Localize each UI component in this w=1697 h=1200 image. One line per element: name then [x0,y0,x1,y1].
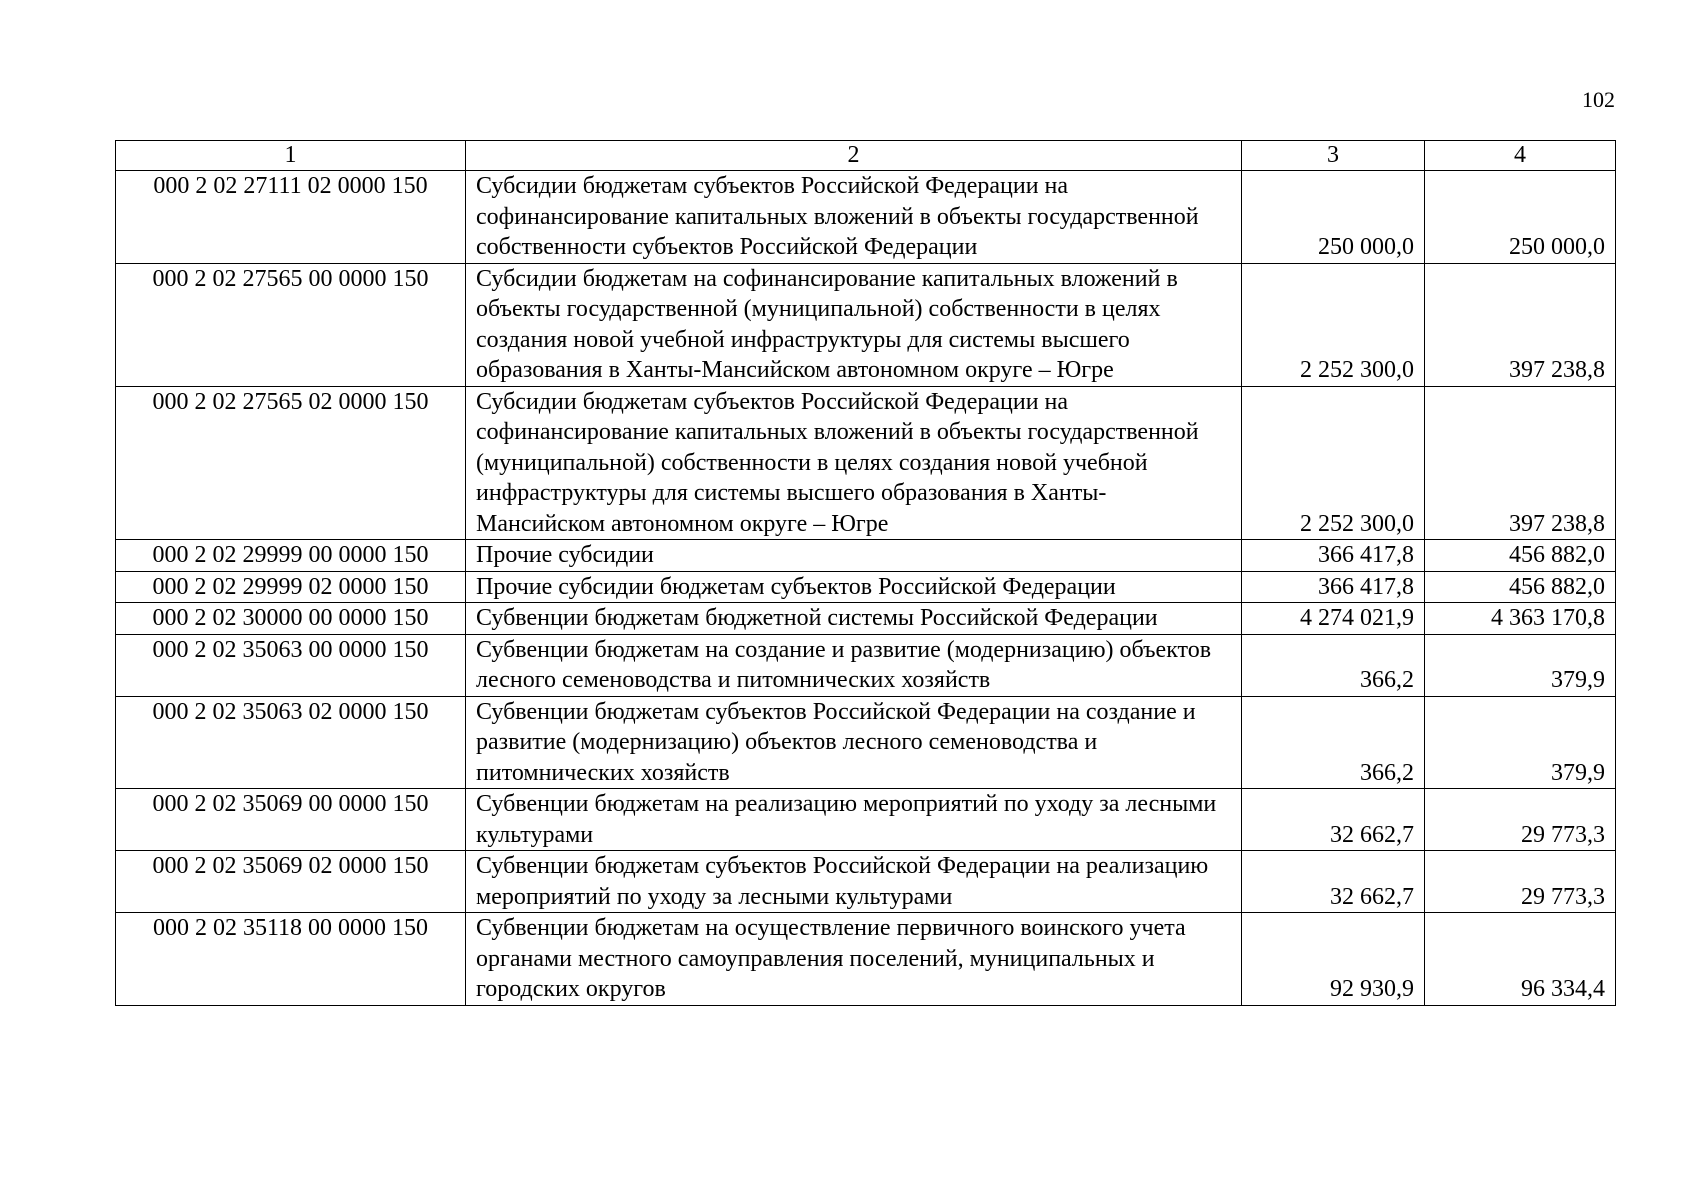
name-cell: Субсидии бюджетам субъектов Российской Федерации на софинансирование капитальных вложений в объекты государственной собственности субъектов Российской Федерации [466,171,1242,264]
table-row [116,540,1616,572]
table-row [116,386,1616,540]
code-cell: 000 2 02 35063 00 0000 150 [116,634,466,696]
value-cell-3: 366 417,8 [1242,571,1425,603]
table-row [116,696,1616,789]
code-cell: 000 2 02 27565 00 0000 150 [116,263,466,386]
table-row [116,171,1616,264]
table-row [116,263,1616,386]
header-cell-2: 2 [466,141,1242,171]
name-cell: Субвенции бюджетам субъектов Российской Федерации на реализацию мероприятий по уходу за лесными культурами [466,851,1242,913]
table-row [116,789,1616,851]
value-cell-3: 366,2 [1242,634,1425,696]
value-cell-4: 397 238,8 [1425,386,1616,540]
value-cell-3: 32 662,7 [1242,851,1425,913]
value-cell-4: 4 363 170,8 [1425,603,1616,635]
table-row [116,851,1616,913]
header-cell-1: 1 [116,141,466,171]
value-cell-4: 96 334,4 [1425,913,1616,1006]
value-cell-3: 250 000,0 [1242,171,1425,264]
value-cell-3: 4 274 021,9 [1242,603,1425,635]
code-cell: 000 2 02 35063 02 0000 150 [116,696,466,789]
code-cell: 000 2 02 35069 00 0000 150 [116,789,466,851]
value-cell-4: 379,9 [1425,634,1616,696]
page-number: 102 [1582,87,1615,112]
value-cell-3: 366 417,8 [1242,540,1425,572]
code-cell: 000 2 02 27111 02 0000 150 [116,171,466,264]
table-row [116,603,1616,635]
code-cell: 000 2 02 27565 02 0000 150 [116,386,466,540]
value-cell-3: 32 662,7 [1242,789,1425,851]
value-cell-3: 92 930,9 [1242,913,1425,1006]
value-cell-4: 29 773,3 [1425,851,1616,913]
name-cell: Прочие субсидии бюджетам субъектов Российской Федерации [466,571,1242,603]
name-cell: Субвенции бюджетам на осуществление первичного воинского учета органами местного самоуправления поселений, муниципальных и городских округов [466,913,1242,1006]
header-row [116,141,1616,171]
value-cell-3: 2 252 300,0 [1242,263,1425,386]
table-row [116,634,1616,696]
name-cell: Субсидии бюджетам на софинансирование капитальных вложений в объекты государственной (муниципальной) собственности в целях создания новой учебной инфраструктуры для системы высшего образования в Ханты-Мансийском автономном округе – Югре [466,263,1242,386]
value-cell-3: 2 252 300,0 [1242,386,1425,540]
code-cell: 000 2 02 35118 00 0000 150 [116,913,466,1006]
code-cell: 000 2 02 30000 00 0000 150 [116,603,466,635]
value-cell-4: 250 000,0 [1425,171,1616,264]
value-cell-4: 379,9 [1425,696,1616,789]
budget-table [115,140,1616,1006]
value-cell-4: 29 773,3 [1425,789,1616,851]
name-cell: Субвенции бюджетам на создание и развитие (модернизацию) объектов лесного семеноводства и питомнических хозяйств [466,634,1242,696]
name-cell: Субсидии бюджетам субъектов Российской Федерации на софинансирование капитальных вложений в объекты государственной (муниципальной) собственности в целях создания новой учебной инфраструктуры для системы высшего образования в Ханты-Мансийском автономном округе – Югре [466,386,1242,540]
table-row [116,913,1616,1006]
value-cell-4: 456 882,0 [1425,540,1616,572]
value-cell-3: 366,2 [1242,696,1425,789]
header-cell-4: 4 [1425,141,1616,171]
value-cell-4: 456 882,0 [1425,571,1616,603]
code-cell: 000 2 02 35069 02 0000 150 [116,851,466,913]
table-row [116,571,1616,603]
name-cell: Прочие субсидии [466,540,1242,572]
name-cell: Субвенции бюджетам бюджетной системы Российской Федерации [466,603,1242,635]
name-cell: Субвенции бюджетам субъектов Российской Федерации на создание и развитие (модернизацию) объектов лесного семеноводства и питомнических хозяйств [466,696,1242,789]
value-cell-4: 397 238,8 [1425,263,1616,386]
code-cell: 000 2 02 29999 02 0000 150 [116,571,466,603]
code-cell: 000 2 02 29999 00 0000 150 [116,540,466,572]
header-cell-3: 3 [1242,141,1425,171]
name-cell: Субвенции бюджетам на реализацию мероприятий по уходу за лесными культурами [466,789,1242,851]
